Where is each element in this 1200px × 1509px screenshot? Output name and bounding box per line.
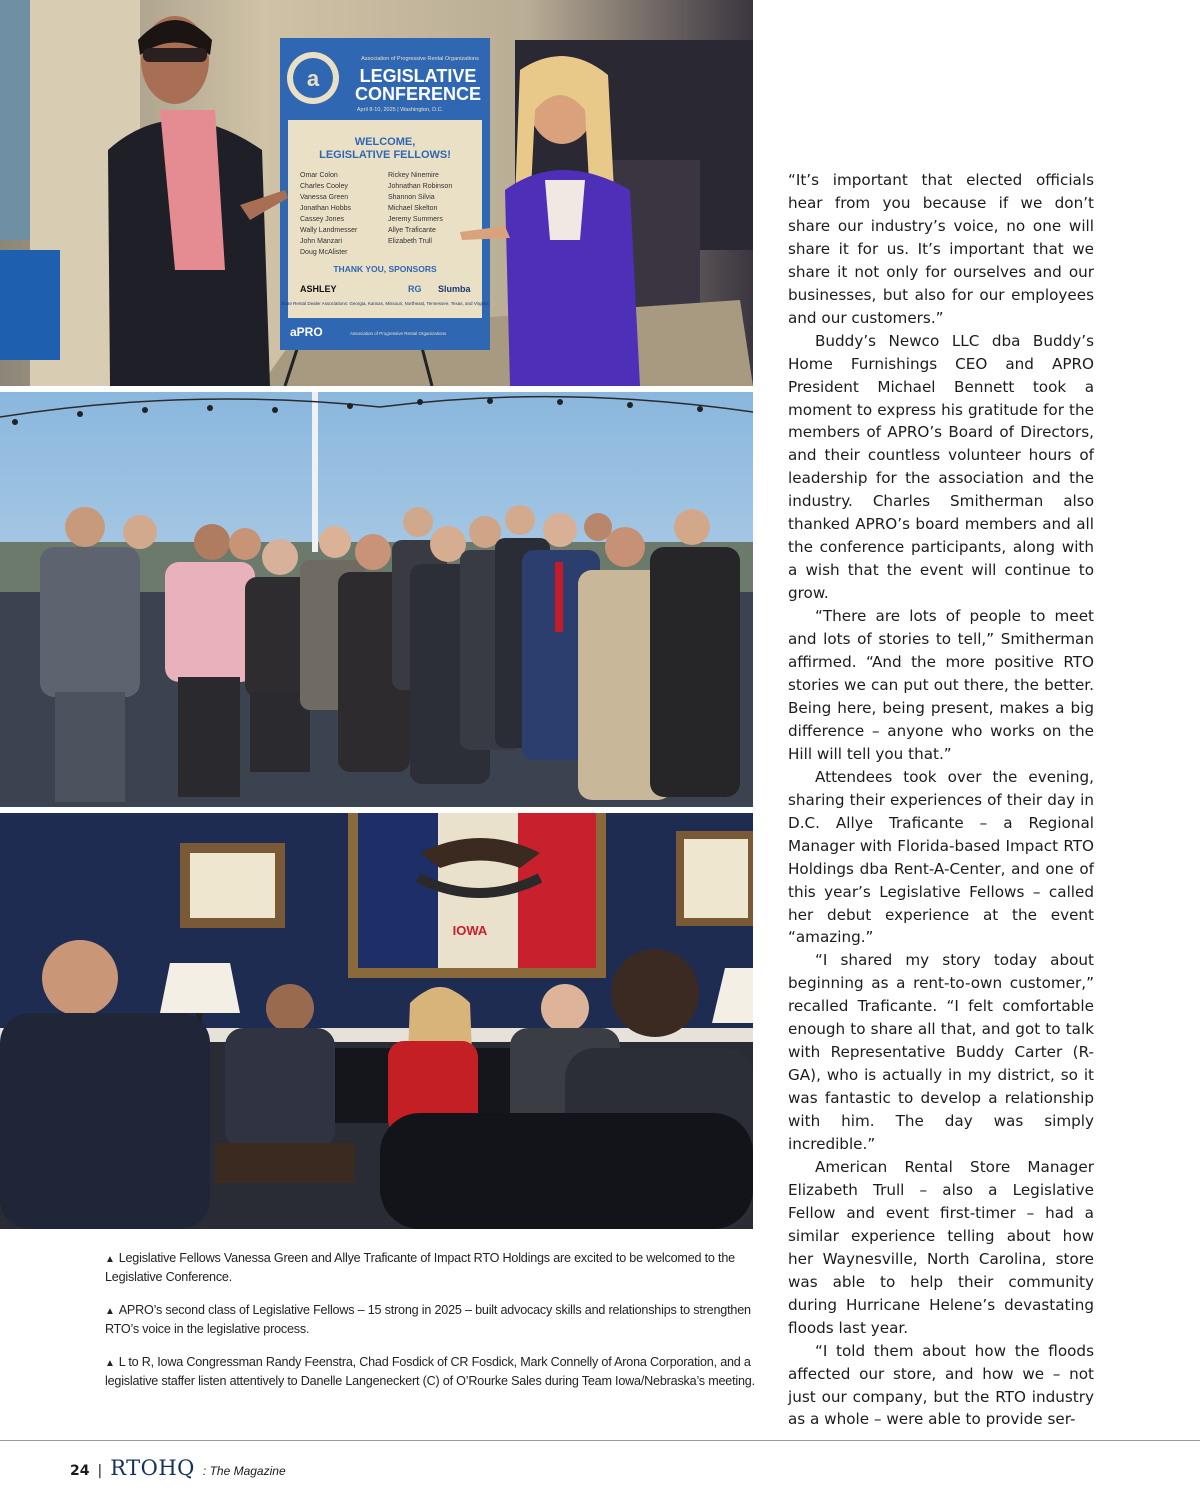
- poster-fellow-right-1: Rickey Ninemire: [388, 172, 439, 179]
- magazine-brand-subtitle: : The Magazine: [202, 1464, 286, 1478]
- page-number: 24: [70, 1463, 90, 1479]
- poster-fellow-right-5: Jeremy Summers: [388, 216, 443, 223]
- poster-sponsor-3: Slumba: [438, 284, 471, 294]
- caption-marker-icon: ▲: [105, 1358, 115, 1369]
- poster-title-line2: CONFERENCE: [354, 84, 482, 104]
- svg-text:a: a: [306, 66, 320, 91]
- caption-2-text: APRO’s second class of Legislative Fellows – 15 strong in 2025 – built advocacy skills and relationships to strengthen RTO’s voice in the legislative process.: [105, 1303, 751, 1336]
- poster-fellow-left-8: Doug McAlister: [300, 249, 348, 256]
- poster-state-assoc: State Rental Dealer Associations: Georgia, Kansas, Missouri, Northeast, Tennessee, Texas, and Virginia: [281, 301, 489, 306]
- footer-divider: [0, 1440, 1200, 1441]
- poster-fellow-left-4: Jonathan Hobbs: [300, 205, 351, 212]
- photo-captions: [105, 1250, 755, 1406]
- poster-fellow-left-3: Vanessa Green: [300, 194, 349, 201]
- poster-welcome-line1: WELCOME,: [354, 136, 416, 148]
- photo-team-iowa-meeting-image: [0, 813, 753, 1229]
- poster-fellow-right-2: Johnathan Robinson: [388, 183, 453, 190]
- article-paragraph-7: “I told them about how the floods affected our store, and how we – not just our company, but the RTO industry as a whole – were able to provide ser-: [788, 1341, 1094, 1429]
- photo-fellows-with-poster: [0, 0, 753, 386]
- flag-label: IOWA: [452, 923, 488, 938]
- poster-sponsor-2: RG: [408, 284, 422, 294]
- article-paragraph-1: “It’s important that elected officials hear from you because if we don’t share our industry’s voice, no one will share it for us. It’s important that we share it not only for ourselves and our businesses, but also for our employees and our customers.”: [788, 171, 1094, 327]
- magazine-brand-logo: RTOHQ: [110, 1456, 195, 1480]
- footer-separator: |: [97, 1463, 103, 1479]
- caption-3: [105, 1354, 755, 1389]
- poster-fellow-right-4: Michael Skelton: [388, 205, 438, 212]
- poster-fellow-left-6: Wally Landmesser: [300, 227, 358, 234]
- poster-footer-logo: aPRO: [290, 325, 323, 339]
- poster-fellow-left-7: John Manzari: [300, 238, 343, 245]
- photo-fellows-group-image: [0, 392, 753, 807]
- poster-kicker: Association of Progressive Rental Organizations: [361, 56, 479, 62]
- poster-fellow-left-2: Charles Cooley: [300, 183, 348, 190]
- poster-fellow-left-5: Cassey Jones: [300, 216, 344, 223]
- article-paragraph-5: “I shared my story today about beginning as a rent-to-own customer,” recalled Traficante. “I felt comfortable enough to share all that, and got to talk with Representative Buddy Carter (R-GA), who is actually in my district, so it was fantastic to develop a relationship with him. The day was simply incredible.”: [788, 951, 1094, 1154]
- caption-1: [105, 1250, 755, 1285]
- poster-fellow-right-7: Elizabeth Trull: [388, 238, 432, 245]
- caption-marker-icon: ▲: [105, 1306, 115, 1317]
- poster-fellow-left-1: Omar Colon: [300, 172, 338, 179]
- caption-3-text: L to R, Iowa Congressman Randy Feenstra, Chad Fosdick of CR Fosdick, Mark Connelly of Arona Corporation, and a legislative staffer listen attentively to Danelle Langeneckert (C) of O’Rourke Sales during Team Iowa/Nebraska’s meeting.: [105, 1355, 755, 1388]
- poster-welcome-line2: LEGISLATIVE FELLOWS!: [319, 149, 451, 161]
- caption-1-text: Legislative Fellows Vanessa Green and Allye Traficante of Impact RTO Holdings are excited to be welcomed to the Legislative Conference.: [105, 1251, 735, 1284]
- photo-fellows-group: [0, 392, 753, 807]
- poster-fellow-right-6: Allye Traficante: [388, 227, 436, 234]
- poster-dates: April 8-10, 2025 | Washington, D.C.: [356, 107, 444, 113]
- article-body: [788, 169, 1094, 1431]
- poster-footer-text: Association of Progressive Rental Organizations: [350, 331, 447, 336]
- poster-title-line1: LEGISLATIVE: [359, 66, 477, 86]
- caption-2: [105, 1302, 755, 1337]
- page-footer: [70, 1456, 286, 1482]
- poster-fellow-right-3: Shannon Silvia: [388, 194, 435, 201]
- article-paragraph-2: Buddy’s Newco LLC dba Buddy’s Home Furnishings CEO and APRO President Michael Bennett took a moment to express his gratitude for the members of APRO’s Board of Directors, and their countless volunteer hours of leadership for the association and the industry. Charles Smitherman also thanked APRO’s board members and all the conference participants, along with a wish that the event will continue to grow.: [788, 331, 1094, 603]
- poster-sponsors-heading: THANK YOU, SPONSORS: [333, 264, 437, 274]
- photo-fellows-with-poster-image: [0, 0, 753, 386]
- article-paragraph-4: Attendees took over the evening, sharing their experiences of their day in D.C. Allye Traficante – a Regional Manager with Florida-based Impact RTO Holdings dba Rent-A-Center, and one of this year’s Legislative Fellows – called her debut experience at the event “amazing.”: [788, 767, 1094, 947]
- caption-marker-icon: ▲: [105, 1254, 115, 1265]
- article-paragraph-3: “There are lots of people to meet and lots of stories to tell,” Smitherman affirmed. “And the more positive RTO stories we can put out there, the better. Being here, being present, makes a big difference – anyone who works on the Hill will tell you that.”: [788, 607, 1094, 763]
- article-paragraph-6: American Rental Store Manager Elizabeth Trull – also a Legislative Fellow and event first-timer – had a similar experience telling about how her Waynesville, North Carolina, store was able to help their community during Hurricane Helene’s devastating floods last year.: [788, 1157, 1094, 1337]
- poster-sponsor-1: ASHLEY: [300, 284, 337, 294]
- photo-team-iowa-meeting: [0, 813, 753, 1229]
